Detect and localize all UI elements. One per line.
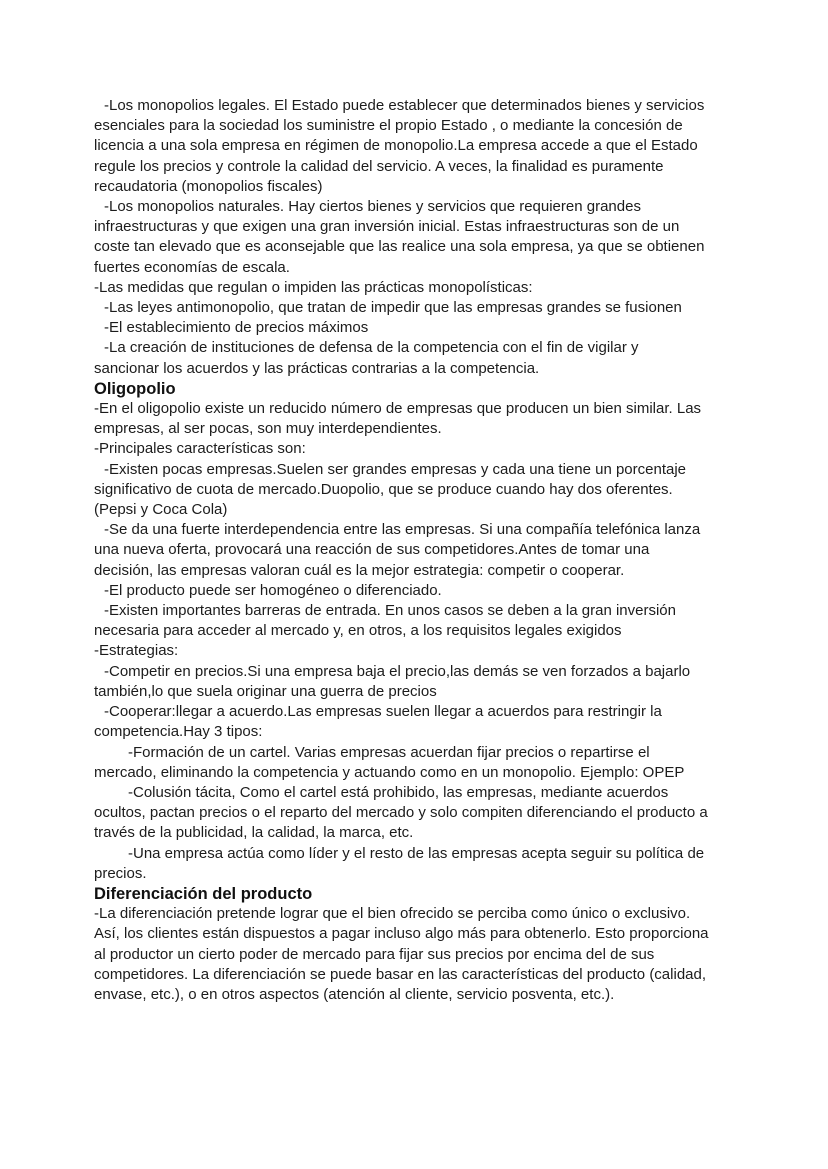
text-line: -Las leyes antimonopolio, que tratan de impedir que las empresas grandes se fusionen [104, 299, 682, 317]
text-line: (Pepsi y Coca Cola) [94, 501, 228, 519]
text-line: -Cooperar:llegar a acuerdo.Las empresas suelen llegar a acuerdos para restringir la [104, 703, 662, 721]
text-line: fuertes economías de escala. [94, 258, 290, 276]
text-line: regule los precios y controle la calidad del servicio. A veces, la finalidad es puramente [94, 157, 664, 175]
text-line: significativo de cuota de mercado.Duopolio, que se produce cuando hay dos oferentes. [94, 480, 673, 498]
section-heading: Diferenciación del producto [94, 884, 313, 903]
text-line: competencia.Hay 3 tipos: [94, 723, 263, 741]
section-heading: Oligopolio [94, 379, 176, 398]
text-line: -Competir en precios.Si una empresa baja el precio,las demás se ven forzados a bajarlo [104, 662, 691, 680]
text-line: -Existen importantes barreras de entrada. En unos casos se deben a la gran inversión [104, 602, 676, 620]
text-line: una nueva oferta, provocará una reacción de sus competidores.Antes de tomar una [94, 541, 650, 559]
text-line: envase, etc.), o en otros aspectos (atención al cliente, servicio posventa, etc.). [94, 985, 615, 1003]
text-line: través de la publicidad, la calidad, la marca, etc. [94, 824, 414, 842]
text-line: -Existen pocas empresas.Suelen ser grandes empresas y cada una tiene un porcentaje [104, 460, 687, 478]
text-line: -Formación de un cartel. Varias empresas acuerdan fijar precios o repartirse el [128, 743, 650, 761]
text-line: esenciales para la sociedad los suministre el propio Estado , o mediante la concesión de [94, 117, 683, 135]
text-line: al productor un cierto poder de mercado para fijar sus precios por encima del de sus [94, 945, 655, 963]
text-line: -Se da una fuerte interdependencia entre las empresas. Si una compañía telefónica lanza [104, 521, 701, 539]
text-line: -En el oligopolio existe un reducido número de empresas que producen un bien similar. Las [94, 400, 702, 418]
text-line: -La diferenciación pretende lograr que el bien ofrecido se perciba como único o exclusivo. [94, 905, 691, 923]
text-line: también,lo que suela originar una guerra de precios [94, 682, 437, 700]
text-line: licencia a una sola empresa en régimen de monopolio.La empresa accede a que el Estado [94, 137, 698, 155]
text-line: -Principales características son: [94, 440, 306, 458]
text-line: empresas, al ser pocas, son muy interdependientes. [94, 420, 442, 438]
text-line: -Los monopolios naturales. Hay ciertos bienes y servicios que requieren grandes [104, 198, 641, 216]
text-line: necesaria para acceder al mercado y, en otros, a los requisitos legales exigidos [94, 622, 622, 640]
text-line: decisión, las empresas valoran cuál es la mejor estrategia: competir o cooperar. [94, 561, 625, 579]
text-line: sancionar los acuerdos y las prácticas contrarias a la competencia. [94, 359, 540, 377]
text-line: precios. [94, 864, 147, 882]
text-line: -Las medidas que regulan o impiden las prácticas monopolísticas: [94, 278, 533, 296]
text-line: -Estrategias: [94, 642, 179, 660]
text-line: Así, los clientes están dispuestos a pagar incluso algo más para obtenerlo. Esto proporciona [94, 925, 709, 943]
text-line: -Colusión tácita, Como el cartel está prohibido, las empresas, mediante acuerdos [128, 783, 669, 801]
text-line: coste tan elevado que es aconsejable que las realice una sola empresa, ya que se obtienen [94, 238, 705, 256]
text-line: infraestructuras y que exigen una gran inversión inicial. Estas infraestructuras son de un [94, 218, 680, 236]
document-text-block [94, 96, 738, 1005]
text-line: -Los monopolios legales. El Estado puede establecer que determinados bienes y servicios [104, 97, 705, 114]
text-line: recaudatoria (monopolios fiscales) [94, 177, 323, 195]
text-line: ocultos, pactan precios o el reparto del mercado y solo compiten diferenciando el producto a [94, 804, 708, 822]
text-line: competidores. La diferenciación se puede basar en las características del producto (calidad, [94, 965, 707, 983]
text-line: -La creación de instituciones de defensa de la competencia con el fin de vigilar y [104, 339, 639, 357]
text-line: -Una empresa actúa como líder y el resto de las empresas acepta seguir su política de [128, 844, 705, 862]
text-line: mercado, eliminando la competencia y actuando como en un monopolio. Ejemplo: OPEP [94, 763, 685, 781]
text-line: -El establecimiento de precios máximos [104, 319, 369, 337]
text-line: -El producto puede ser homogéneo o diferenciado. [104, 581, 442, 599]
